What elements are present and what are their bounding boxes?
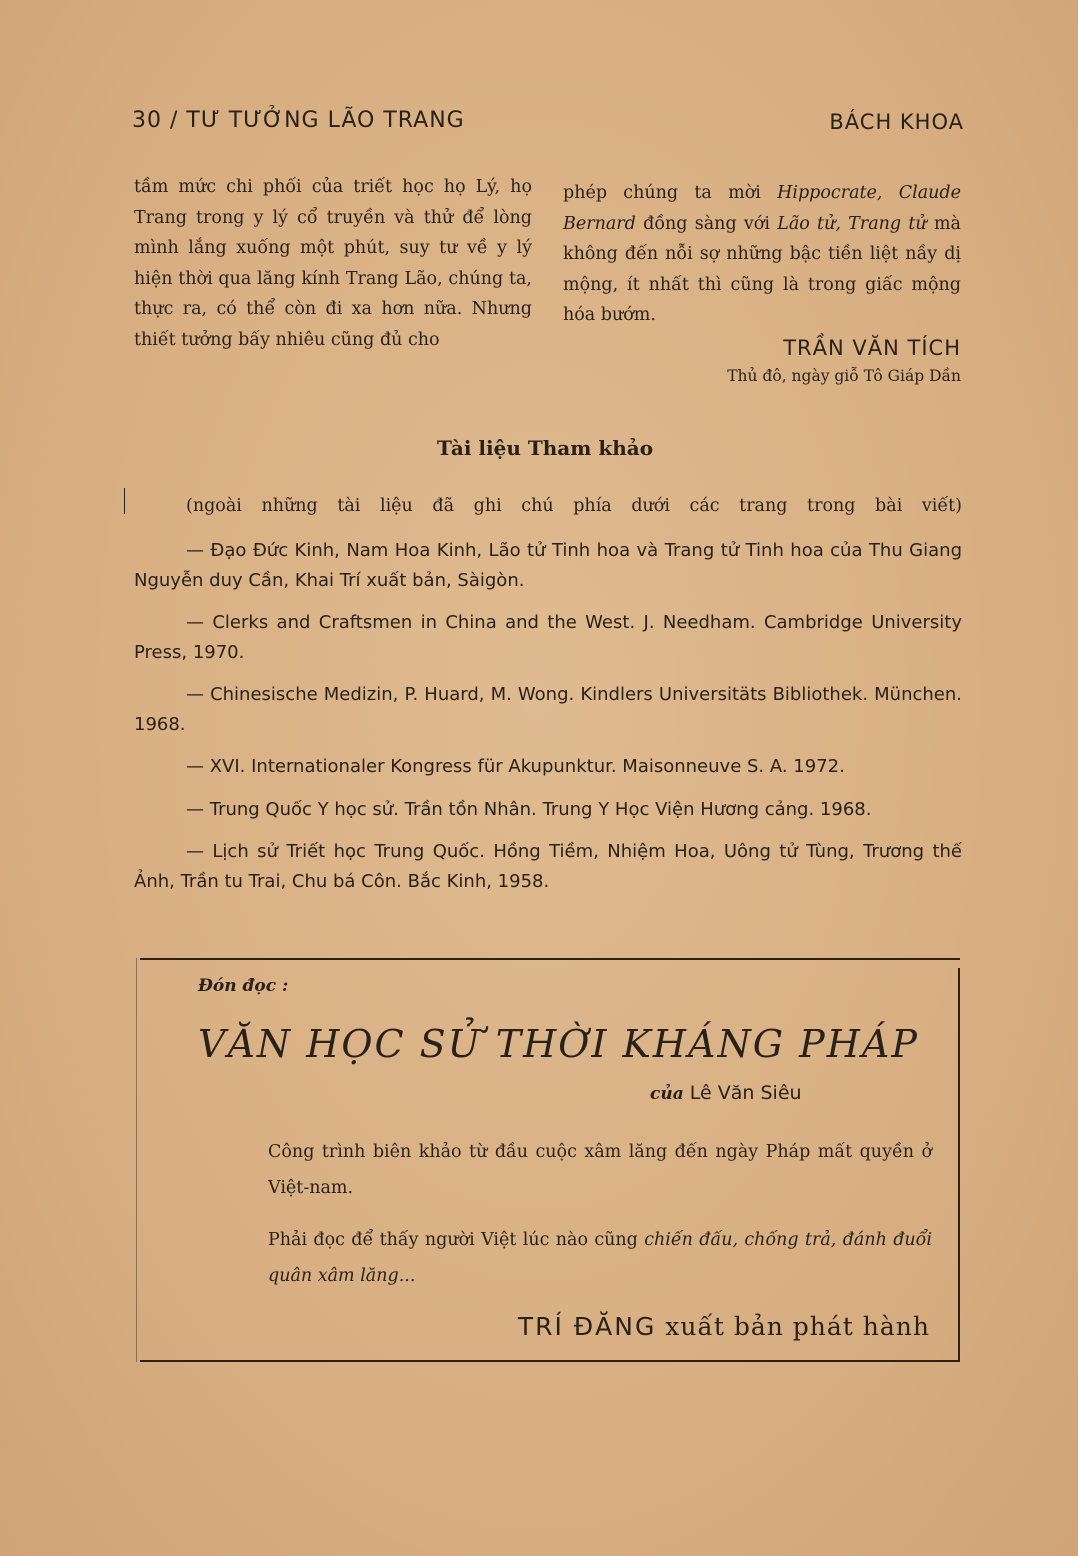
reference-item [134, 536, 962, 595]
text-run: phép chúng ta mời [563, 183, 778, 203]
right-column [563, 178, 961, 389]
ad-border-left [136, 958, 137, 1362]
article-dateline: Thủ đô, ngày giỗ Tô Giáp Dần [727, 367, 961, 385]
italic-names: Hippocrate, Claude Bernard [563, 183, 961, 234]
ad-description-2 [268, 1222, 932, 1294]
reference-item [134, 752, 962, 782]
right-column-paragraph [563, 178, 961, 331]
ad-border-bottom [140, 1360, 960, 1362]
ad-book-title: VĂN HỌC SỬ THỜI KHÁNG PHÁP [198, 1022, 919, 1066]
reference-text: — Đạo Đức Kinh, Nam Hoa Kinh, Lão tử Tinh hoa và Trang tử Tinh hoa của Thu Giang Nguyễn duy Cần, Khai Trí xuất bản, Sàigòn. [134, 540, 962, 591]
reference-text: — Lịch sử Triết học Trung Quốc. Hồng Tiềm, Nhiệm Hoa, Uông tử Tùng, Trương thế Ảnh, Trần tu Trai, Chu bá Côn. Bắc Kinh, 1958. [134, 841, 962, 892]
ad-description-1: Công trình biên khảo từ đầu cuộc xâm lăng đến ngày Pháp mất quyền ở Việt-nam. [268, 1142, 932, 1198]
left-column [134, 172, 532, 355]
reference-text: — Trung Quốc Y học sử. Trần tồn Nhân. Trung Y Học Viện Hương cảng. 1968. [186, 798, 872, 820]
italic-phrase: chiến đấu, chống trả, đánh đuổi quân xâm lăng... [268, 1230, 932, 1286]
reference-item [134, 837, 962, 896]
ad-lead: Đón đọc : [198, 976, 289, 996]
reference-text: — Clerks and Craftsmen in China and the West. J. Needham. Cambridge University Press, 1970. [134, 612, 962, 663]
header-magazine-name: BÁCH KHOA [829, 110, 964, 134]
reference-item [134, 680, 962, 739]
text-run: mà không đến nỗi sợ những bậc tiền liệt nầy dị mộng, ít nhất thì cũng là trong giấc mộng hóa bướm. [563, 213, 961, 325]
text-run: Phải đọc để thấy người Việt lúc nào cũng [268, 1230, 645, 1250]
ad-byline [650, 1082, 802, 1104]
reference-item [134, 608, 962, 667]
ad-by-prefix: của [650, 1084, 684, 1104]
references-title: Tài liệu Tham khảo [436, 436, 654, 460]
ad-border-top [140, 958, 960, 960]
text-run: đồng sàng với [635, 213, 778, 234]
book-advertisement [140, 958, 960, 1362]
publisher-text: xuất bản phát hành [656, 1312, 930, 1341]
publisher-name: TRÍ ĐĂNG [517, 1312, 657, 1341]
reference-item [134, 795, 962, 825]
reference-text: — Chinesische Medizin, P. Huard, M. Wong. Kindlers Universitäts Bibliothek. München. 1968. [134, 684, 962, 735]
italic-names: Lão tử, Trang tử [777, 213, 927, 234]
article-author: TRẦN VĂN TÍCH [783, 335, 961, 360]
reference-text: — XVI. Internationaler Kongress für Akupunktur. Maisonneuve S. A. 1972. [186, 756, 845, 777]
margin-mark [124, 488, 125, 514]
references-list [134, 536, 962, 909]
header-page-title: 30 / TƯ TƯỞNG LÃO TRANG [132, 108, 465, 133]
ad-border-right [958, 968, 960, 1362]
left-column-paragraph: tầm mức chi phối của triết học họ Lý, họ Trang trong y lý cổ truyền và thử để lòng mình lắng xuống một phút, suy tư về y lý hiện thời qua lăng kính Trang Lão, chúng ta, thực ra, có thể còn đi xa hơn nữa. Nhưng thiết tưởng bấy nhiêu cũng đủ cho [134, 177, 532, 350]
running-header [132, 108, 964, 144]
ad-author: Lê Văn Siêu [689, 1082, 802, 1104]
ad-publisher [518, 1312, 930, 1341]
references-intro: (ngoài những tài liệu đã ghi chú phía dưới các trang trong bài viết) [186, 496, 962, 516]
